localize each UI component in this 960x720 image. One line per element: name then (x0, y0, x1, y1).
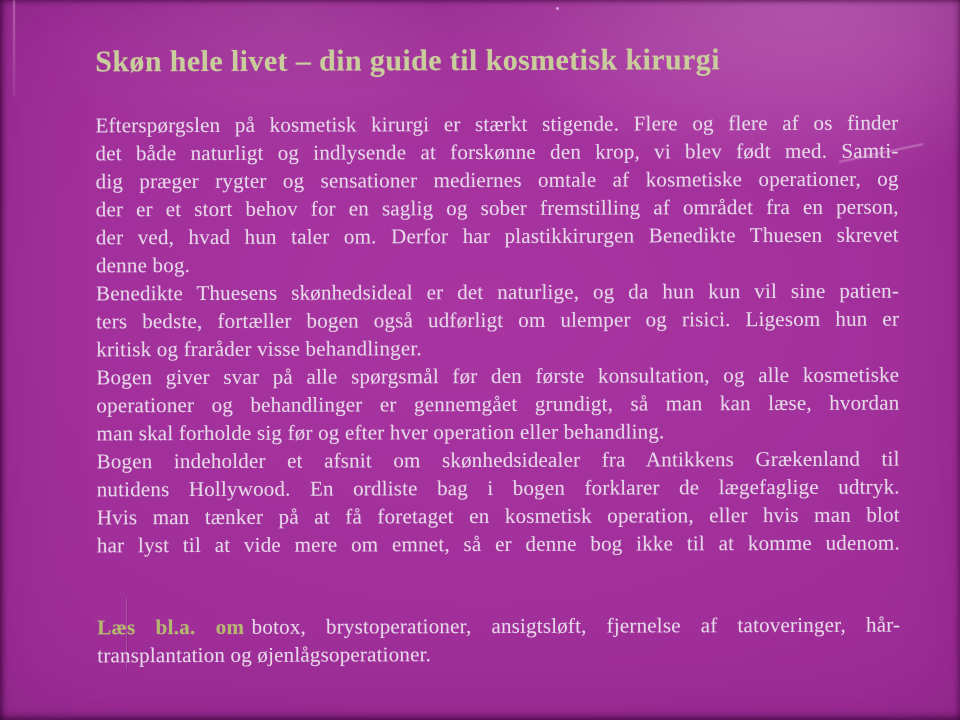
blurb-line: Benedikte Thuesens skønhedsideal er det naturlige, og da hun kun vil sine patien- (95, 278, 900, 306)
blurb-line: det både naturligt og indlysende at forskønne den krop, vi blev født med. Samti- (95, 138, 899, 166)
blurb-line: denne bog. (95, 253, 191, 278)
blurb-line: har lyst til at vide mere om emnet, så er denne bog ikke til at komme udenom. (96, 530, 900, 558)
blurb-line: Bogen indeholder et afsnit om skønhedsidealer fra Antikkens Grækenland til (96, 446, 900, 474)
topics-lead-label: Læs bl.a. om (97, 614, 245, 640)
blurb-line: dig præger rygter og sensationer mediernes omtale af kosmetiske operationer, og (95, 166, 899, 194)
topics-line (97, 611, 900, 642)
topics-paragraph (97, 611, 900, 670)
blurb-line: der ved, hvad hun taler om. Derfor har plastikkirurgen Benedikte Thuesen skrevet (95, 222, 899, 250)
book-title: Skøn hele livet – din guide til kosmetisk kirurgi (95, 43, 720, 79)
topics-list-part1: botox, brystoperationer, ansigtsløft, fjernelse af tatoveringer, hår- (251, 612, 901, 639)
blurb-line: nutidens Hollywood. En ordliste bag i bogen forklarer de lægefaglige udtryk. (96, 474, 900, 502)
blurb-line: kritisk og fraråder visse behandlinger. (96, 336, 422, 362)
topics-line: transplantation og øjenlågsoperationer. (97, 642, 432, 668)
blurb-line: Bogen giver svar på alle spørgsmål før den første konsultation, og alle kosmetiske (96, 362, 900, 390)
blurb-paragraphs (95, 109, 900, 560)
blurb-line: ters bedste, fortæller bogen også udførligt om ulemper og risici. Ligesom hun er (96, 306, 900, 334)
blurb-line: Hvis man tænker på at få foretaget en kosmetisk operation, eller hvis man blot (96, 502, 900, 530)
blurb-line: man skal forholde sig før og efter hver operation eller behandling. (96, 419, 665, 446)
blurb-line: der er et stort behov for en saglig og sober fremstilling af området fra en person, (95, 194, 899, 222)
blurb-line: Efterspørgslen på kosmetisk kirurgi er stærkt stigende. Flere og flere af os finder (95, 110, 899, 138)
blurb-line: operationer og behandlinger er gennemgået grundigt, så man kan læse, hvordan (96, 390, 900, 418)
